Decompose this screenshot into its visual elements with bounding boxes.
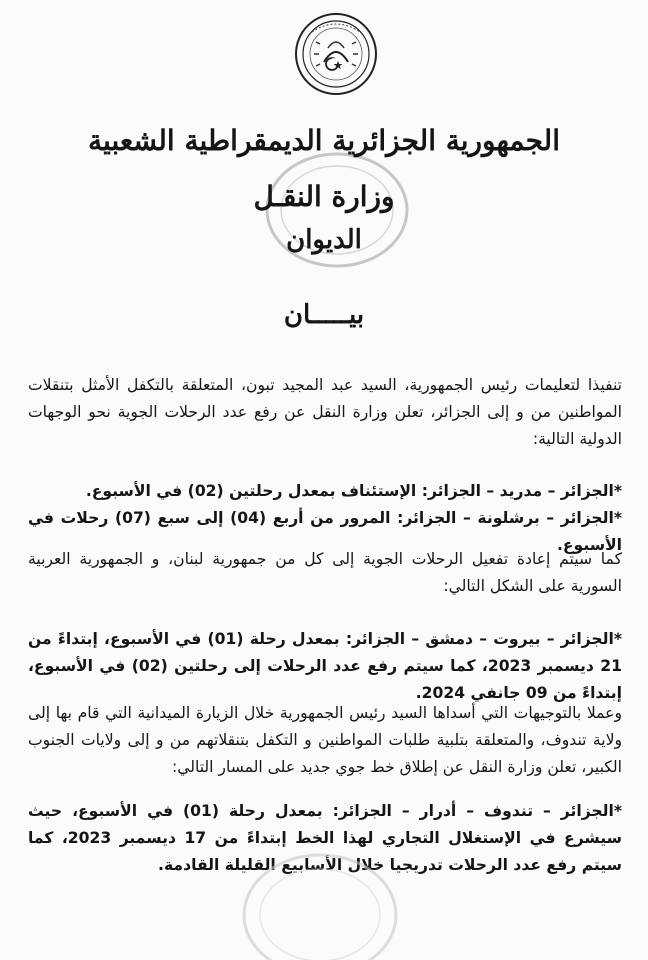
route-tindouf: *الجزائر – تندوف – أدرار – الجزائر: بمعدل رحلة (01) في الأسبوع، حيث سيشرع في الإستغلال التجاري لهذا الخط إبتداءً من 17 ديسمبر 2023، كما سيتم رفع عدد الرحلات تدريجيا خلال الأسابيع القليلة القادمة. — [28, 802, 623, 874]
reactivation-paragraph: كما سيتم إعادة تفعيل الرحلات الجوية إلى كل من جمهورية لبنان، و الجمهورية العربية السورية على الشكل التالي: — [28, 550, 622, 595]
faint-stamp-icon — [238, 835, 403, 960]
statement-title: بيـــــان — [283, 300, 365, 330]
intro-paragraph: تنفيذا لتعليمات رئيس الجمهورية، السيد عبد المجيد تبون، المتعلقة بالتكفل الأمثل بتنقلات المواطنين من و إلى الجزائر، تعلن وزارة النقل عن رفع عدد الرحلات الجوية نحو الوجهات الدولية التالية: — [28, 376, 622, 448]
ministry-title: وزارة النقـل — [253, 180, 395, 213]
republic-title: الجمهورية الجزائرية الديمقراطية الشعبية — [87, 124, 560, 157]
route-madrid: *الجزائر – مدريد – الجزائر: الإستئناف بمعدل رحلتين (02) في الأسبوع. — [85, 482, 622, 500]
route-damascus: *الجزائر – بيروت – دمشق – الجزائر: بمعدل رحلة (01) في الأسبوع، إبتداءً من 21 ديسمبر 2023، كما سيتم رفع عدد الرحلات إلى رحلتين (02) في الأسبوع، إبتداءً من 09 جانفي 2024. — [28, 630, 622, 702]
route-barcelona: *الجزائر – برشلونة – الجزائر: المرور من أربع (04) إلى سبع (07) رحلات في الأسبوع. — [28, 509, 623, 554]
national-seal-icon — [294, 12, 378, 96]
cabinet-title: الديوان — [286, 225, 362, 255]
directives-paragraph: وعملا بالتوجيهات التي أسداها السيد رئيس الجمهورية خلال الزيارة الميدانية التي قام بها إلى ولاية تندوف، والمتعلقة بتلبية طلبات المواطنين و التكفل بتنقلاتهم من و إلى ولايات الجنوب الكبير، تعلن وزارة النقل عن إطلاق خط جوي جديد على المسار التالي: — [28, 704, 622, 776]
